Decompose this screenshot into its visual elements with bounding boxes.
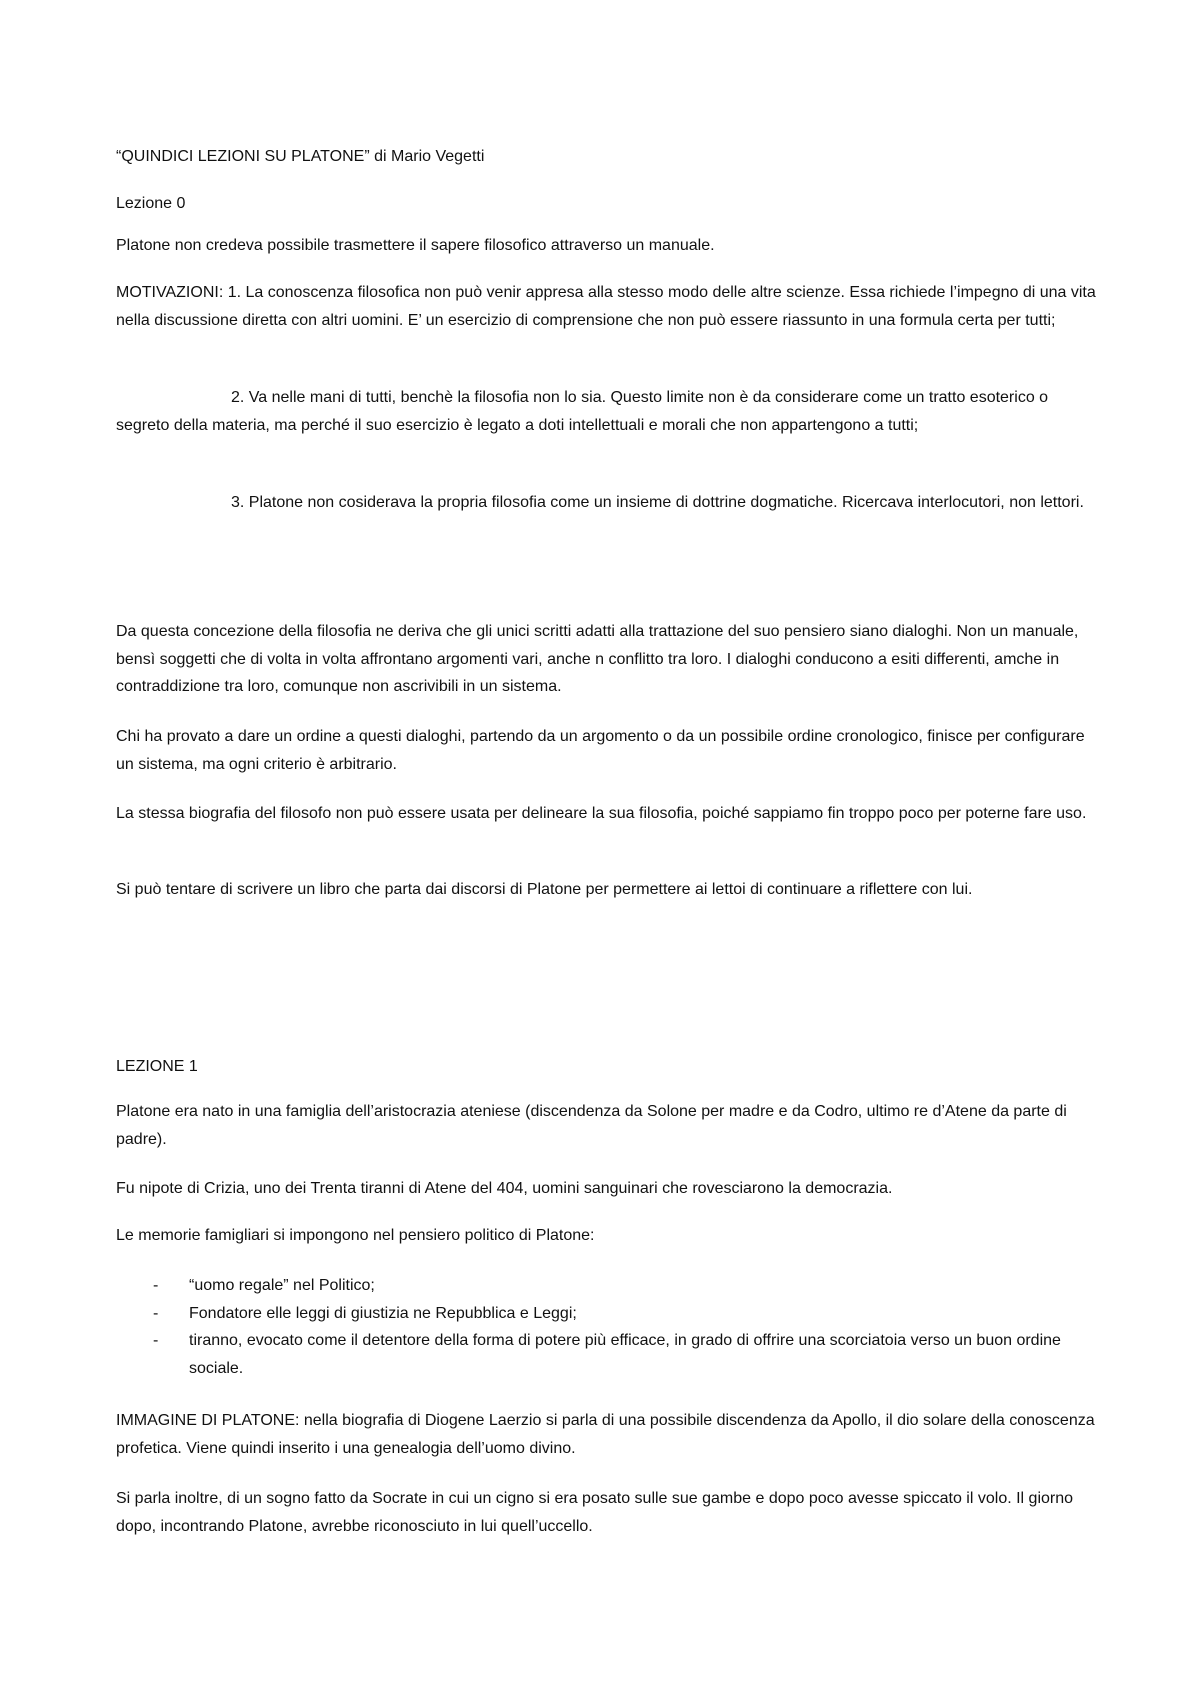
list-item <box>116 1272 1096 1300</box>
paragraph-dialoghi: Da questa concezione della filosofia ne deriva che gli unici scritti adatti alla trattazione del suo pensiero siano dialoghi. Non un manuale, bensì soggetti che di volta in volta affrontano argomenti vari, anche n conflitto tra loro. I dialoghi conducono a esiti differenti, amche in contraddizione tra loro, comunque non ascrivibili in un sistema. <box>116 623 1079 695</box>
motivazioni-point-2: 2. Va nelle mani di tutti, benchè la filosofia non lo sia. Questo limite non è da considerare come un tratto esoterico o segreto della materia, ma perché il suo esercizio è legato a doti intellettuali e morali che non appartengono a tutti; <box>116 389 1049 434</box>
paragraph-crizia: Fu nipote di Crizia, uno dei Trenta tiranni di Atene del 404, uomini sanguinari che rovesciarono la democrazia. <box>116 1180 893 1197</box>
lesson1-heading: LEZIONE 1 <box>116 1058 198 1075</box>
paragraph-libro: Si può tentare di scrivere un libro che parta dai discorsi di Platone per permettere ai lettoi di continuare a riflettere con lui. <box>116 881 973 898</box>
bullet-dash: - <box>153 1304 159 1322</box>
lesson0-heading: Lezione 0 <box>116 195 186 212</box>
lesson0-intro: Platone non credeva possibile trasmettere il sapere filosofico attraverso un manuale. <box>116 237 715 254</box>
paragraph-ordine: Chi ha provato a dare un ordine a questi dialoghi, partendo da un argomento o da un possibile ordine cronologico, finisce per configurare un sistema, ma ogni criterio è arbitrario. <box>116 728 1085 773</box>
bullet-list <box>116 1272 1096 1382</box>
bullet-text: “uomo regale” nel Politico; <box>189 1277 375 1294</box>
bullet-text: Fondatore elle leggi di giustizia ne Repubblica e Leggi; <box>189 1304 577 1322</box>
paragraph-sogno: Si parla inoltre, di un sogno fatto da Socrate in cui un cigno si era posato sulle sue gambe e dopo poco avesse spiccato il volo. Il giorno dopo, incontrando Platone, avrebbe riconosciuto in lui quell’uccello. <box>116 1490 1074 1535</box>
bullet-dash: - <box>153 1277 159 1294</box>
bullet-dash: - <box>153 1332 159 1349</box>
list-item <box>116 1300 1096 1328</box>
paragraph-immagine: IMMAGINE DI PLATONE: nella biografia di Diogene Laerzio si parla di una possibile discendenza da Apollo, il dio solare della conoscenza profetica. Viene quindi inserito i una genealogia dell’uomo divino. <box>116 1412 1095 1457</box>
motivazioni-point-3: 3. Platone non cosiderava la propria filosofia come un insieme di dottrine dogmatiche. Ricercava interlocutori, non lettori. <box>231 494 1084 511</box>
paragraph-famiglia: Platone era nato in una famiglia dell’aristocrazia ateniese (discendenza da Solone per madre e da Codro, ultimo re d’Atene da parte di padre). <box>116 1103 1067 1148</box>
list-item <box>116 1327 1096 1382</box>
document-title: “QUINDICI LEZIONI SU PLATONE” di Mario Vegetti <box>116 148 485 165</box>
bullet-text: tiranno, evocato come il detentore della forma di potere più efficace, in grado di offrire una scorciatoia verso un buon ordine sociale. <box>189 1332 1061 1377</box>
paragraph-memorie: Le memorie famigliari si impongono nel pensiero politico di Platone: <box>116 1227 595 1244</box>
motivazioni-point-1: MOTIVAZIONI: 1. La conoscenza filosofica non può venir appresa alla stesso modo delle altre scienze. Essa richiede l’impegno di una vita nella discussione diretta con altri uomini. E’ un esercizio di comprensione che non può essere riassunto in una formula certa per tutti; <box>116 284 1096 329</box>
paragraph-biografia: La stessa biografia del filosofo non può essere usata per delineare la sua filosofia, poiché sappiamo fin troppo poco per poterne fare uso. <box>116 805 1087 822</box>
